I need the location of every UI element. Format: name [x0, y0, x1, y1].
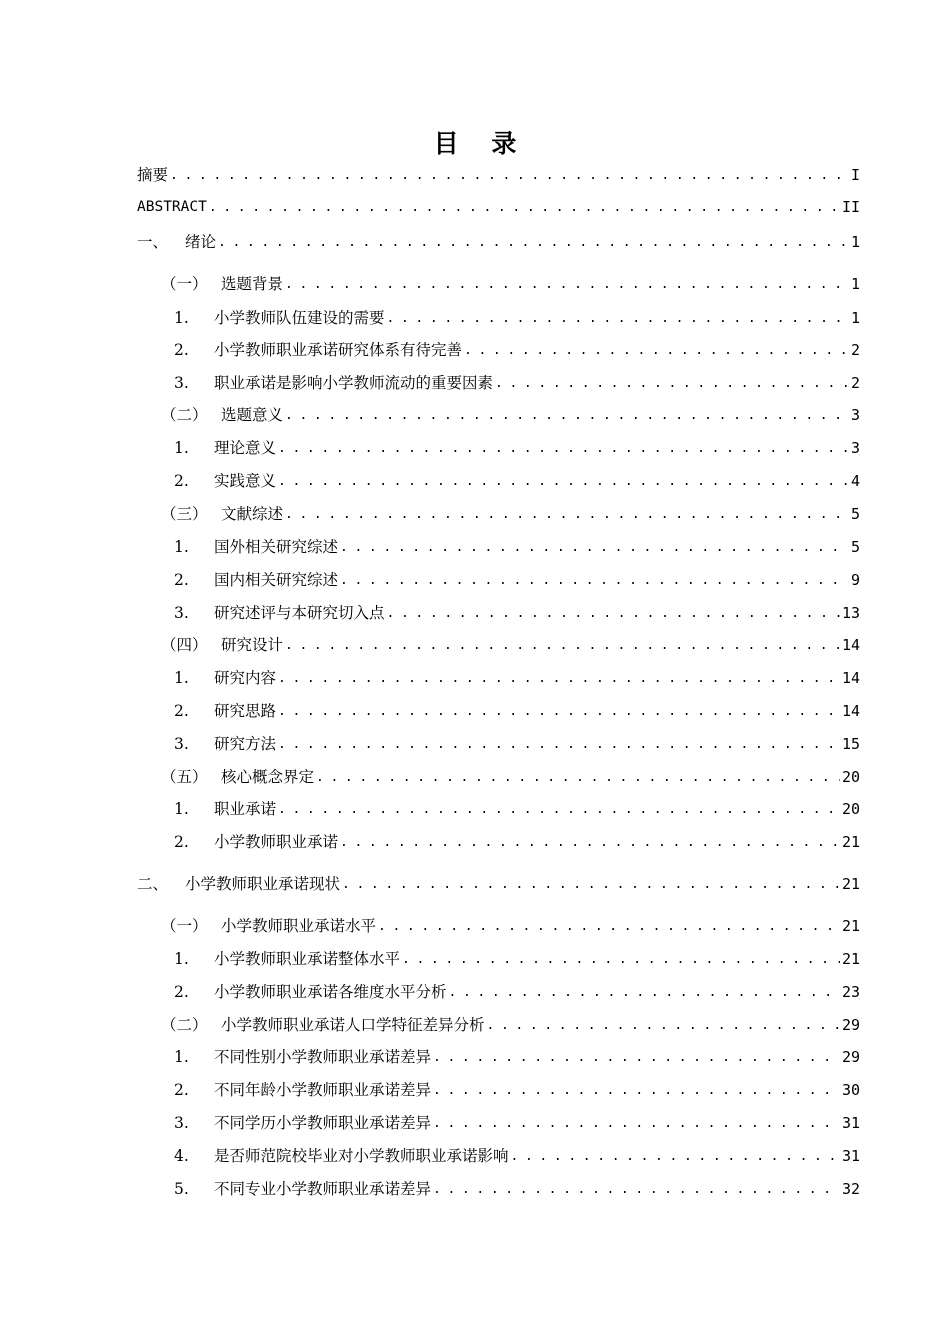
- dot-leader: [209, 198, 840, 218]
- toc-entry-page-number: 1: [850, 233, 860, 251]
- toc-entry[interactable]: [174, 536, 860, 558]
- toc-entry-page-number: 23: [841, 983, 860, 1001]
- toc-entry[interactable]: [174, 569, 860, 591]
- dot-leader: [285, 406, 849, 426]
- page-title: 目 录: [433, 129, 529, 158]
- toc-entry-label: 摘要: [137, 166, 169, 184]
- toc-entry-number: 3.: [174, 374, 189, 392]
- toc-entry-number: 3.: [174, 735, 189, 753]
- toc-entry[interactable]: [174, 948, 860, 970]
- dot-leader: [433, 1114, 840, 1134]
- dot-leader: [487, 1016, 840, 1036]
- toc-entry-label: 不同学历小学教师职业承诺差异: [214, 1114, 432, 1132]
- toc-entry-page-number: 21: [841, 875, 860, 893]
- toc-entry-label: ABSTRACT: [137, 199, 207, 215]
- dot-leader: [387, 604, 840, 624]
- toc-entry[interactable]: [137, 231, 860, 253]
- toc-entry-label: 小学教师职业承诺水平: [221, 917, 377, 935]
- toc-entry-label: 核心概念界定: [221, 768, 315, 786]
- dot-leader: [495, 374, 849, 394]
- toc-entry[interactable]: [161, 634, 860, 656]
- dot-leader: [387, 309, 849, 329]
- toc-entry[interactable]: [174, 372, 860, 394]
- toc-entry[interactable]: [174, 831, 860, 853]
- toc-entry[interactable]: [174, 981, 860, 1003]
- toc-entry-label: 小学教师职业承诺各维度水平分析: [214, 983, 447, 1001]
- toc-entry-number: （一）: [161, 275, 208, 293]
- toc-entry-page-number: 3: [850, 406, 860, 424]
- toc-entry-page-number: 14: [841, 702, 860, 720]
- dot-leader: [285, 636, 840, 656]
- toc-entry-label: 研究述评与本研究切入点: [214, 604, 385, 622]
- toc-entry-label: 小学教师职业承诺整体水平: [214, 950, 401, 968]
- toc-entry-label: 国外相关研究综述: [214, 538, 339, 556]
- dot-leader: [433, 1081, 840, 1101]
- toc-entry-number: 1.: [174, 309, 189, 327]
- toc-entry-number: 一、: [137, 233, 169, 251]
- toc-entry-page-number: 1: [850, 309, 860, 327]
- toc-entry-label: 职业承诺是影响小学教师流动的重要因素: [214, 374, 494, 392]
- toc-entry-number: 3.: [174, 1114, 189, 1132]
- toc-entry[interactable]: [174, 1079, 860, 1101]
- toc-entry-label: 职业承诺: [214, 800, 277, 818]
- toc-entry-page-number: 15: [841, 735, 860, 753]
- dot-leader: [464, 341, 849, 361]
- toc-entry-label: 实践意义: [214, 472, 277, 490]
- toc-entry-number: 2.: [174, 983, 189, 1001]
- toc-entry-label: 不同性别小学教师职业承诺差异: [214, 1048, 432, 1066]
- toc-entry-number: （一）: [161, 917, 208, 935]
- toc-entry-page-number: 31: [841, 1147, 860, 1165]
- toc-entry[interactable]: [137, 873, 860, 895]
- toc-entry-page-number: 31: [841, 1114, 860, 1132]
- toc-entry[interactable]: [174, 339, 860, 361]
- toc-entry-page-number: 3: [850, 439, 860, 457]
- dot-leader: [285, 505, 849, 525]
- toc-entry-number: 1.: [174, 439, 189, 457]
- toc-entry-number: 2.: [174, 341, 189, 359]
- toc-entry[interactable]: [161, 1014, 860, 1036]
- toc-entry-page-number: 2: [850, 341, 860, 359]
- toc-entry-page-number: 20: [841, 800, 860, 818]
- toc-entry-page-number: 14: [841, 636, 860, 654]
- dot-leader: [449, 983, 840, 1003]
- toc-entry-page-number: 29: [841, 1048, 860, 1066]
- toc-entry-page-number: 30: [841, 1081, 860, 1099]
- toc-entry-number: 5.: [174, 1180, 189, 1198]
- toc-entry-page-number: 9: [850, 571, 860, 589]
- toc-entry[interactable]: [174, 1145, 860, 1167]
- dot-leader: [278, 735, 840, 755]
- toc-entry-page-number: 29: [841, 1016, 860, 1034]
- toc-entry-label: 小学教师职业承诺人口学特征差异分析: [221, 1016, 485, 1034]
- toc-entry[interactable]: [174, 667, 860, 689]
- dot-leader: [278, 702, 840, 722]
- toc-entry-label: 研究思路: [214, 702, 277, 720]
- toc-entry-label: 小学教师职业承诺: [214, 833, 339, 851]
- dot-leader: [340, 571, 849, 591]
- toc-entry-label: 研究方法: [214, 735, 277, 753]
- toc-entry-page-number: 13: [841, 604, 860, 622]
- dot-leader: [511, 1147, 840, 1167]
- toc-entry-page-number: 21: [841, 833, 860, 851]
- dot-leader: [342, 875, 840, 895]
- toc-entry-label: 理论意义: [214, 439, 277, 457]
- toc-entry[interactable]: [174, 700, 860, 722]
- toc-entry-number: 2.: [174, 571, 189, 589]
- dot-leader: [340, 538, 849, 558]
- dot-leader: [278, 439, 849, 459]
- toc-entry-number: 2.: [174, 472, 189, 490]
- toc-entry-number: 2.: [174, 833, 189, 851]
- toc-entry-number: 1.: [174, 800, 189, 818]
- toc-entry[interactable]: [174, 1112, 860, 1134]
- toc-entry-number: 3.: [174, 604, 189, 622]
- toc-entry-number: （三）: [161, 505, 208, 523]
- toc-entry-label: 选题意义: [221, 406, 284, 424]
- toc-entry-label: 不同年龄小学教师职业承诺差异: [214, 1081, 432, 1099]
- toc-entry-page-number: 14: [841, 669, 860, 687]
- toc-entry-page-number: 21: [841, 917, 860, 935]
- dot-leader: [218, 233, 849, 253]
- toc-entry-page-number: 20: [841, 768, 860, 786]
- toc-entry[interactable]: [174, 1046, 860, 1068]
- toc-entry-page-number: 2: [850, 374, 860, 392]
- toc-entry-page-number: 32: [841, 1180, 860, 1198]
- toc-entry-number: （二）: [161, 1016, 208, 1034]
- toc-entry[interactable]: [137, 196, 860, 218]
- toc-entry-number: 1.: [174, 950, 189, 968]
- toc-entry-label: 研究设计: [221, 636, 284, 654]
- toc-entry-number: 2.: [174, 1081, 189, 1099]
- toc-entry[interactable]: [161, 766, 860, 788]
- toc-entry-label: 小学教师职业承诺研究体系有待完善: [214, 341, 463, 359]
- toc-entry-number: （五）: [161, 768, 208, 786]
- dot-leader: [433, 1048, 840, 1068]
- dot-leader: [285, 275, 849, 295]
- toc-entry-number: 二、: [137, 875, 169, 893]
- toc-entry[interactable]: [137, 164, 860, 186]
- toc-entry-label: 选题背景: [221, 275, 284, 293]
- toc-entry-number: 1.: [174, 1048, 189, 1066]
- toc-entry-page-number: 1: [850, 275, 860, 293]
- dot-leader: [278, 800, 840, 820]
- toc-entry-number: （二）: [161, 406, 208, 424]
- toc-entry-page-number: 5: [850, 505, 860, 523]
- toc-entry[interactable]: [161, 915, 860, 937]
- toc-entry-page-number: 21: [841, 950, 860, 968]
- toc-entry-label: 绪论: [185, 233, 217, 251]
- toc-entry-number: 1.: [174, 669, 189, 687]
- toc-entry[interactable]: [161, 404, 860, 426]
- dot-leader: [316, 768, 840, 788]
- toc-entry[interactable]: [161, 273, 860, 295]
- toc-entry[interactable]: [174, 733, 860, 755]
- toc-entry-page-number: 5: [850, 538, 860, 556]
- toc-entry-page-number: I: [850, 166, 860, 184]
- toc-entry[interactable]: [161, 503, 860, 525]
- toc-entry-label: 研究内容: [214, 669, 277, 687]
- dot-leader: [402, 950, 840, 970]
- toc-entry-number: 2.: [174, 702, 189, 720]
- dot-leader: [433, 1180, 840, 1200]
- dot-leader: [340, 833, 840, 853]
- toc-entry-page-number: 4: [850, 472, 860, 490]
- toc-entry-label: 小学教师队伍建设的需要: [214, 309, 385, 327]
- toc-entry-page-number: II: [841, 198, 860, 216]
- dot-leader: [278, 669, 840, 689]
- toc-entry-label: 小学教师职业承诺现状: [185, 875, 341, 893]
- toc-entry-label: 文献综述: [221, 505, 284, 523]
- toc-entry[interactable]: [174, 437, 860, 459]
- toc-entry-label: 是否师范院校毕业对小学教师职业承诺影响: [214, 1147, 509, 1165]
- toc-entry[interactable]: [174, 470, 860, 492]
- toc-entry-number: 4.: [174, 1147, 189, 1165]
- toc-entry-number: 1.: [174, 538, 189, 556]
- toc-entry[interactable]: [174, 798, 860, 820]
- dot-leader: [278, 472, 849, 492]
- toc-entry[interactable]: [174, 307, 860, 329]
- toc-entry-label: 不同专业小学教师职业承诺差异: [214, 1180, 432, 1198]
- toc-entry[interactable]: [174, 1178, 860, 1200]
- dot-leader: [170, 166, 849, 186]
- toc-entry[interactable]: [174, 602, 860, 624]
- toc-entry-number: （四）: [161, 636, 208, 654]
- dot-leader: [378, 917, 840, 937]
- toc-entry-label: 国内相关研究综述: [214, 571, 339, 589]
